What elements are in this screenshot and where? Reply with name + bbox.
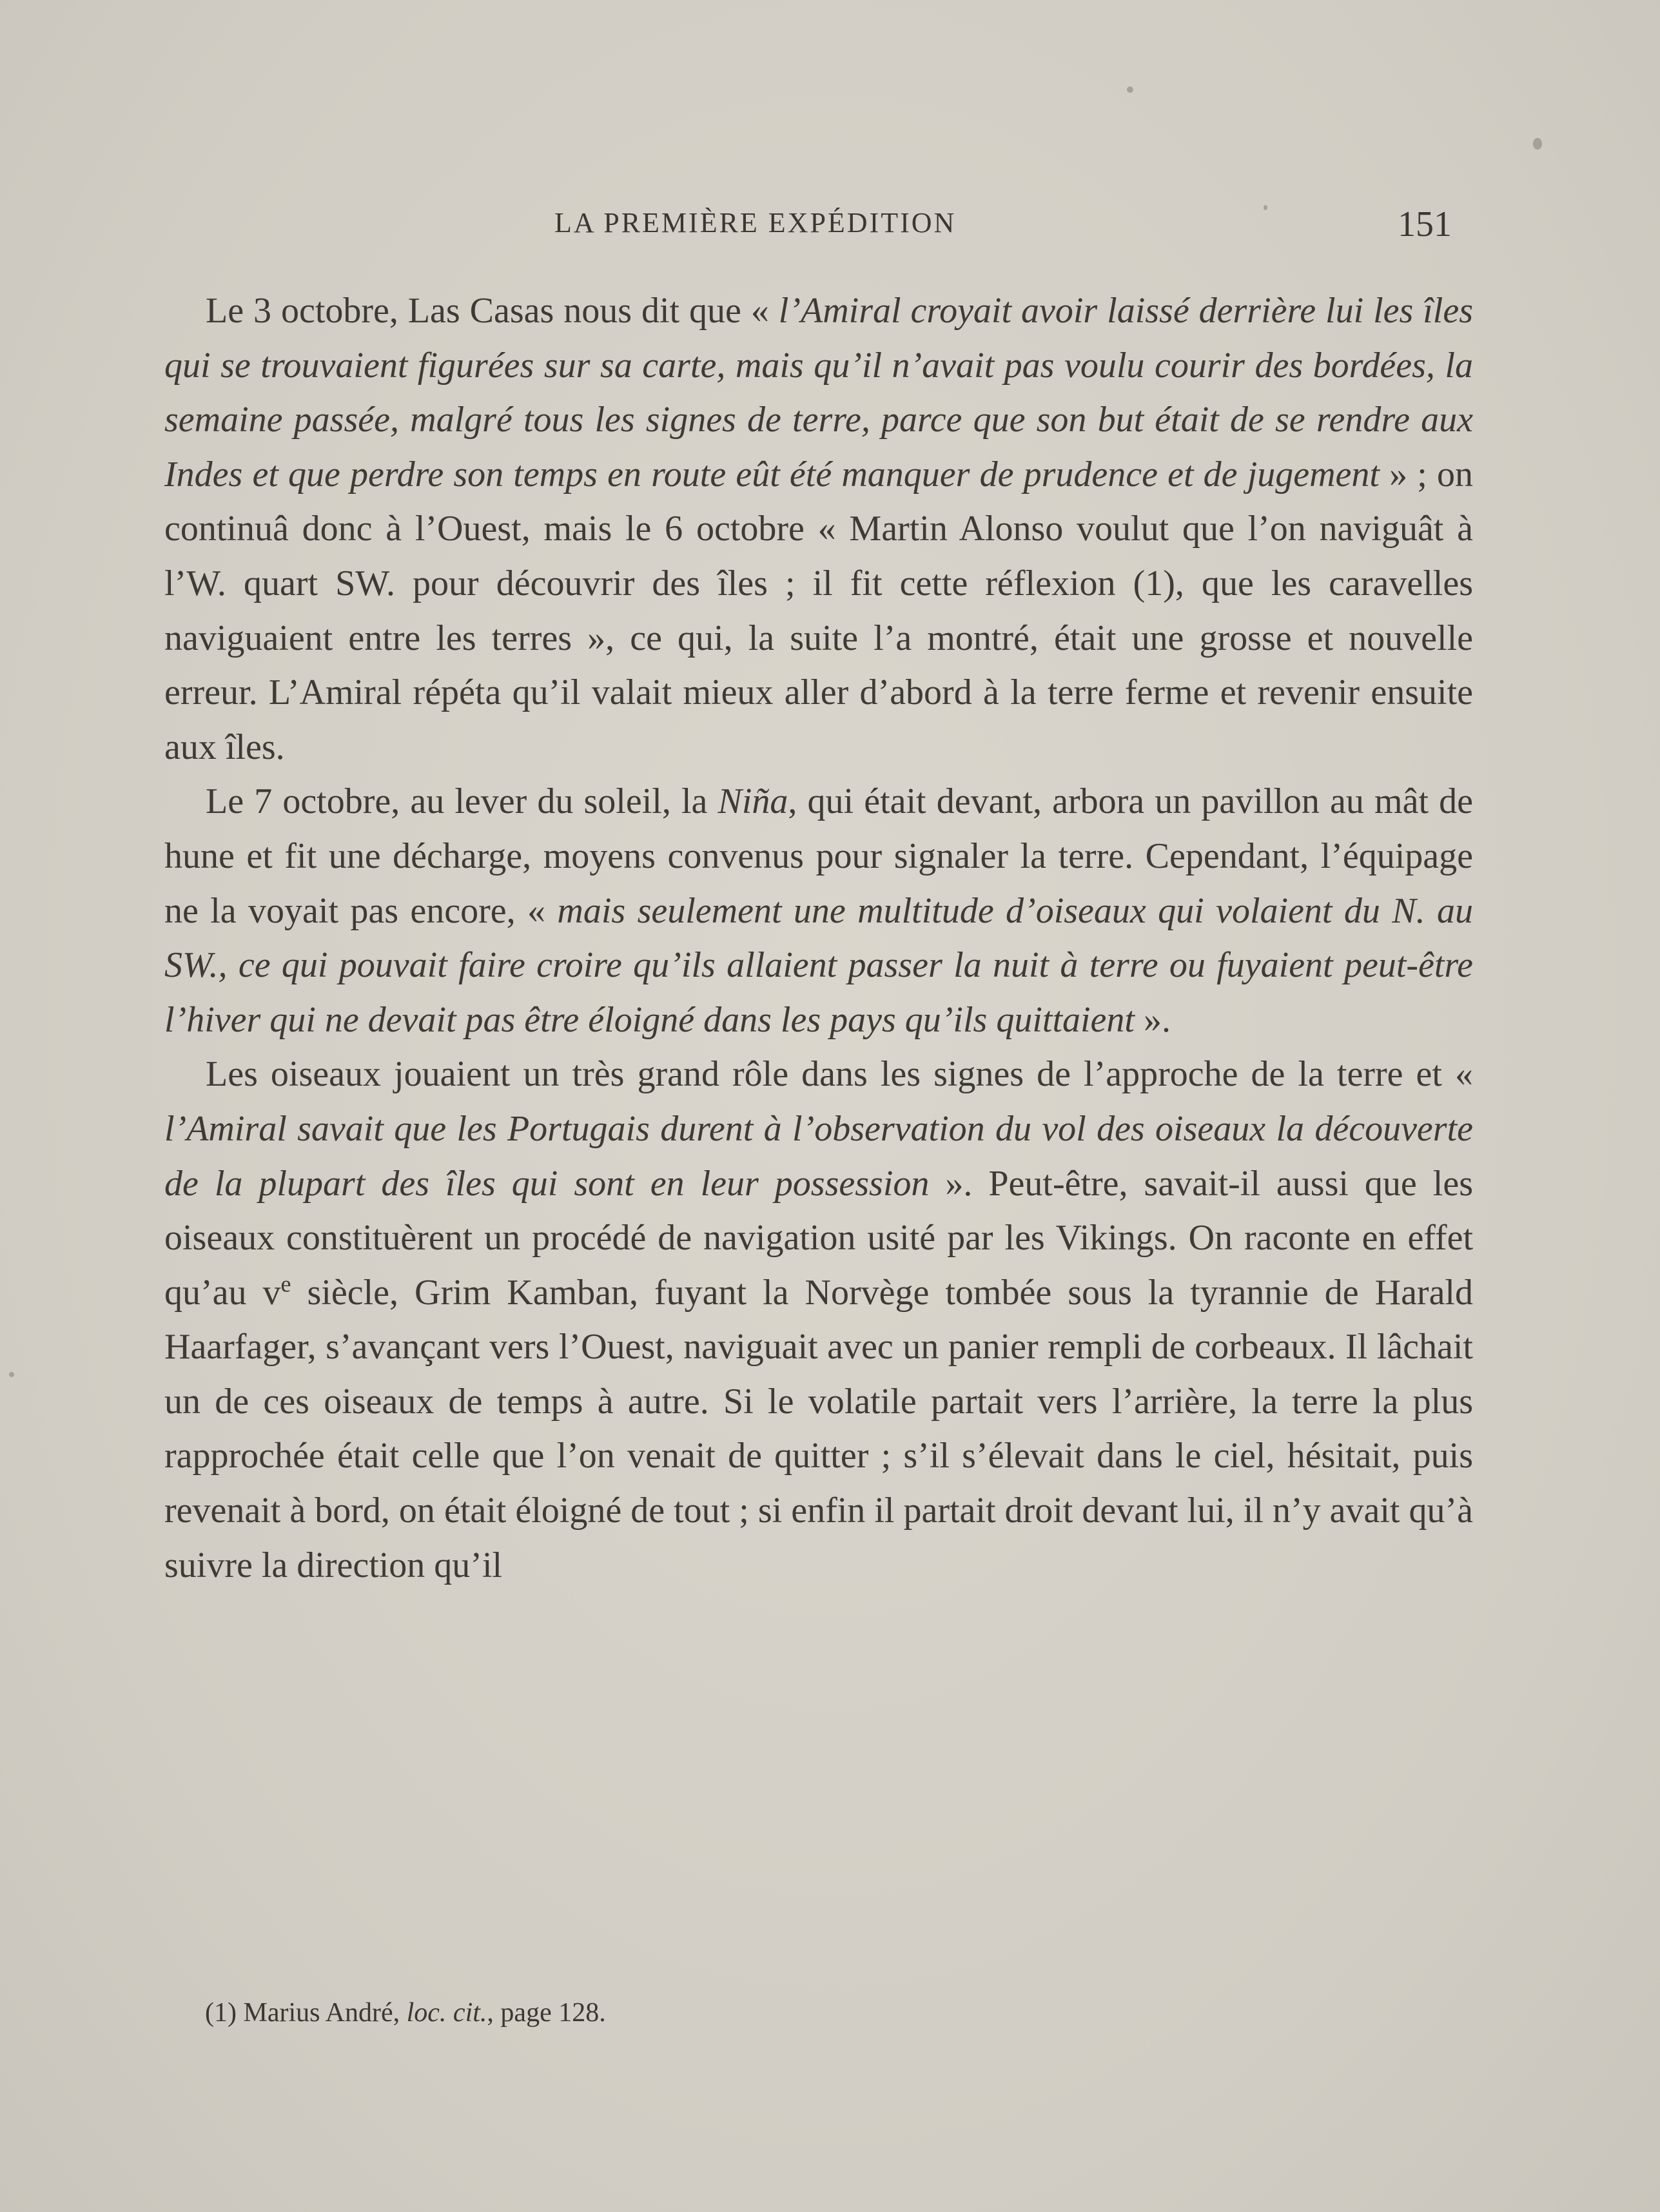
paper-speck xyxy=(1533,138,1542,150)
text-run: ». xyxy=(1134,999,1171,1040)
superscript: e xyxy=(280,1271,291,1297)
running-head: LA PREMIÈRE EXPÉDITION xyxy=(554,207,957,239)
text-run: Les oiseaux jouaient un très grand rôle dans les signes de l’approche de la terre et « xyxy=(206,1054,1473,1095)
paper-speck xyxy=(1264,205,1267,210)
italic-quote: l’Amiral savait que les Portugais durent à l’observation du vol des oiseaux la découverte de la plupart des îles qui sont en leur possession xyxy=(164,1108,1473,1204)
paragraph xyxy=(164,774,1473,1047)
italic-quote: mais seulement une multitude d’oiseaux qui volaient du N. au SW., ce qui pouvait faire croire qu’ils allaient passer la nuit à terre ou fuyaient peut-être l’hiver qui ne devait pas être éloigné dans les pays qu’ils quittaient xyxy=(164,890,1473,1040)
footnote xyxy=(205,1997,606,2028)
footnote-author: Marius André, xyxy=(243,1998,400,2028)
footnote-reference: loc. cit. xyxy=(406,1998,487,2028)
paragraph xyxy=(164,284,1473,774)
paper-speck xyxy=(9,1372,14,1377)
text-run: » ; on continuâ donc à l’Ouest, mais le 6 octobre « Martin Alonso voulut que l’on naviguât à l’W. quart SW. pour découvrir des îles ; il fit cette réflexion (1), que les caravelles naviguaient entre les terres », ce qui, la suite l’a montré, était une grosse et nouvelle erreur. L’Amiral répéta qu’il valait mieux aller d’abord à la terre ferme et revenir ensuite aux îles. xyxy=(164,454,1473,767)
text-run: Le 7 octobre, au lever du soleil, la xyxy=(206,781,718,822)
text-run: siècle, Grim Kamban, fuyant la Norvège tombée sous la tyrannie de Harald Haarfager, s’avançant vers l’Ouest, naviguait avec un panier rempli de corbeaux. Il lâchait un de ces oiseaux de temps à autre. Si le volatile partait vers l’arrière, la terre la plus rapprochée était celle que l’on venait de quitter ; s’il s’élevait dans le ciel, hésitait, puis revenait à bord, on était éloigné de tout ; si enfin il partait droit devant lui, il n’y avait qu’à suivre la direction qu’il xyxy=(164,1272,1473,1585)
body-text xyxy=(164,284,1473,1592)
text-run: , qui était devant, arbora un pavillon au mât de hune et fit une décharge, moyens convenus pour signaler la terre. Cependant, l’équipage ne la voyait pas encore, « xyxy=(164,781,1473,931)
italic-quote: l’Amiral croyait avoir laissé derrière lui les îles qui se trouvaient figurées sur sa carte, mais qu’il n’avait pas voulu courir des bordées, la semaine passée, malgré tous les signes de terre, parce que son but était de se rendre aux Indes et que perdre son temps en route eût été manquer de prudence et de jugement xyxy=(164,291,1474,494)
page-number: 151 xyxy=(1398,204,1452,244)
footnote-marker: (1) xyxy=(205,1998,237,2028)
paper-speck xyxy=(1127,86,1133,93)
text-run: ». Peut-être, savait-il aussi que les oiseaux constituèrent un procédé de navigation usité par les Vikings. On raconte en effet qu’au v xyxy=(164,1163,1473,1313)
ship-name: Niña xyxy=(718,781,788,822)
text-run: Le 3 octobre, Las Casas nous dit que « xyxy=(206,291,779,331)
footnote-page: , page 128. xyxy=(487,1998,606,2028)
paragraph xyxy=(164,1047,1473,1592)
